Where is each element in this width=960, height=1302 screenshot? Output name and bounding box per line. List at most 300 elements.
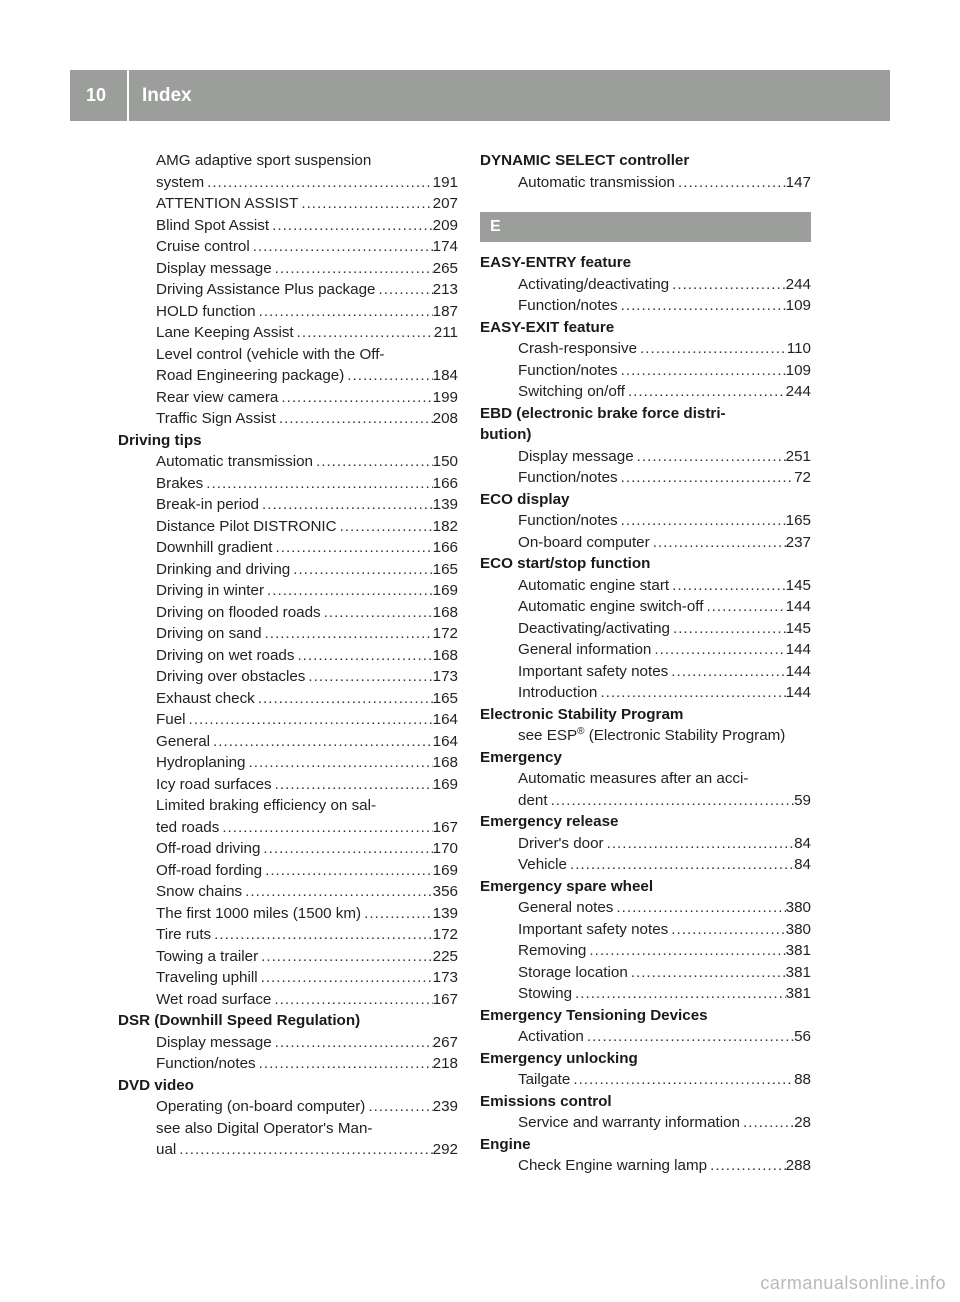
page-reference: 109 — [785, 297, 811, 314]
index-subentry — [118, 580, 458, 602]
entry-text: Wet road surface — [156, 990, 272, 1008]
page-reference: 244 — [785, 275, 811, 293]
index-group-top — [480, 150, 811, 193]
dot-leader — [211, 924, 433, 946]
entry-text: Operating (on-board computer) — [156, 1098, 366, 1115]
index-subentry — [118, 967, 458, 989]
index-subentry — [118, 322, 458, 344]
entry-text: General notes — [518, 899, 614, 916]
page-reference: 169 — [432, 861, 458, 879]
entry-text: Traveling uphill — [156, 969, 258, 986]
dot-leader — [651, 639, 785, 661]
dot-leader — [375, 279, 432, 301]
index-subentry — [480, 1155, 811, 1177]
entry-text: Off-road driving — [156, 840, 261, 857]
index-subentry: Level control (vehicle with the Off- — [156, 345, 385, 363]
dot-leader — [262, 860, 433, 882]
entry-text: ATTENTION ASSIST — [156, 195, 299, 212]
page-reference: 165 — [432, 560, 458, 578]
dot-leader — [203, 473, 432, 495]
entry-text: Function/notes — [518, 469, 618, 486]
dot-leader — [584, 1026, 794, 1048]
dot-leader — [273, 537, 433, 559]
dot-leader — [313, 451, 433, 473]
entry-text: Snow chains — [156, 883, 243, 900]
index-subentry — [118, 645, 458, 667]
dot-leader — [298, 193, 432, 215]
page-reference: 288 — [785, 1157, 811, 1174]
watermark: carmanualsonline.info — [760, 1273, 946, 1293]
entry-text: ual — [156, 1141, 177, 1158]
entry-text: General — [156, 732, 211, 750]
page-reference: 251 — [785, 447, 811, 465]
dot-leader — [618, 510, 786, 532]
entry-text: Service and warranty information — [518, 1114, 741, 1131]
index-group-e — [480, 252, 811, 1177]
entry-text: Display message — [156, 259, 272, 277]
index-subentry — [118, 946, 458, 968]
index-subentry — [118, 236, 458, 258]
index-subentry — [118, 516, 458, 538]
page-reference: 239 — [432, 1098, 458, 1115]
index-subentry — [480, 381, 811, 403]
dot-leader — [260, 838, 432, 860]
page-reference: 244 — [785, 383, 811, 400]
page-reference: 164 — [432, 711, 458, 728]
index-heading: Emergency Tensioning Devices — [480, 1006, 708, 1024]
dot-leader — [628, 962, 786, 984]
page-reference: 267 — [432, 1033, 458, 1051]
page-reference: 164 — [432, 732, 458, 750]
dot-leader — [258, 946, 433, 968]
entry-text: Icy road surfaces — [156, 775, 272, 793]
page-reference: 56 — [794, 1028, 811, 1045]
entry-text: Display message — [156, 1033, 272, 1051]
entry-text: Stowing — [518, 985, 573, 1002]
index-subentry — [480, 172, 811, 194]
entry-text: Tailgate — [518, 1071, 571, 1088]
index-subentry — [480, 661, 811, 683]
entry-text: Function/notes — [518, 512, 618, 529]
entry-text: Driving on wet roads — [156, 646, 295, 664]
page-reference: 265 — [432, 259, 458, 277]
entry-text: Crash-responsive — [518, 340, 638, 357]
index-subentry — [118, 172, 458, 194]
dot-leader — [740, 1112, 794, 1134]
index-heading: Electronic Stability Program — [480, 705, 684, 723]
entry-text: General information — [518, 641, 652, 658]
page-reference: 381 — [785, 985, 811, 1002]
dot-leader — [276, 408, 433, 430]
index-subentry — [118, 989, 458, 1011]
entry-text: Towing a trailer — [156, 947, 259, 965]
page-reference: 145 — [785, 576, 811, 594]
page-reference: 182 — [432, 517, 458, 535]
dot-leader — [604, 833, 794, 855]
dot-leader — [572, 983, 786, 1005]
dot-leader — [242, 881, 433, 903]
index-subentry — [480, 532, 811, 554]
index-subentry: AMG adaptive sport suspension — [156, 152, 372, 169]
dot-leader — [618, 467, 794, 489]
index-subentry: Automatic measures after an acci- — [518, 770, 749, 787]
entry-text: Driving on sand — [156, 625, 262, 642]
page-reference: 165 — [432, 689, 458, 707]
page-reference: 381 — [785, 963, 811, 981]
entry-text: Driving Assistance Plus package — [156, 281, 376, 298]
entry-text: Function/notes — [156, 1055, 256, 1072]
index-subentry — [118, 494, 458, 516]
page-reference: 168 — [432, 754, 458, 771]
index-subentry — [118, 559, 458, 581]
dot-leader — [650, 532, 786, 554]
index-subentry — [480, 940, 811, 962]
index-subentry — [480, 295, 811, 317]
entry-text: Automatic transmission — [518, 173, 675, 191]
page-reference: 380 — [785, 899, 811, 916]
page-header — [70, 70, 890, 121]
index-subentry — [480, 338, 811, 360]
index-heading: DVD video — [118, 1076, 194, 1094]
dot-leader — [344, 365, 432, 387]
dot-leader — [272, 1032, 433, 1054]
page-reference: 213 — [432, 281, 458, 298]
page-reference: 174 — [432, 238, 458, 255]
index-subentry — [118, 537, 458, 559]
index-subentry — [480, 790, 811, 812]
index-subentry — [480, 575, 811, 597]
page-reference: 173 — [432, 969, 458, 986]
dot-leader — [670, 618, 786, 640]
entry-text: system — [156, 173, 205, 191]
index-column-left — [118, 150, 458, 1161]
page-reference: 139 — [432, 904, 458, 922]
dot-leader — [625, 381, 786, 403]
dot-leader — [668, 919, 785, 941]
entry-text: Vehicle — [518, 856, 567, 873]
entry-text: Activation — [518, 1028, 584, 1045]
page-reference: 184 — [432, 367, 458, 384]
index-subentry — [118, 258, 458, 280]
dot-leader — [219, 817, 432, 839]
letter-section-bar: E — [480, 212, 811, 242]
dot-leader — [271, 989, 432, 1011]
page-number: 10 — [86, 85, 107, 105]
dot-leader — [294, 322, 434, 344]
index-subentry — [480, 897, 811, 919]
index-heading: ECO start/stop function — [480, 555, 651, 572]
index-subentry — [118, 924, 458, 946]
entry-text: Removing — [518, 942, 587, 959]
index-heading: EBD (electronic brake force distri- — [480, 404, 726, 422]
index-subentry — [118, 709, 458, 731]
page-reference: 166 — [432, 474, 458, 492]
dot-leader — [278, 387, 432, 409]
index-heading: DYNAMIC SELECT controller — [480, 152, 690, 169]
entry-text: Function/notes — [518, 361, 618, 379]
index-heading: ECO display — [480, 490, 570, 508]
index-heading: EASY-EXIT feature — [480, 318, 615, 336]
dot-leader — [618, 360, 786, 382]
page-reference: 207 — [432, 195, 458, 212]
index-subentry — [118, 365, 458, 387]
dot-leader — [269, 215, 433, 237]
entry-text: Storage location — [518, 963, 628, 981]
index-subentry — [480, 360, 811, 382]
page-reference: 167 — [432, 818, 458, 836]
entry-text: Check Engine warning lamp — [518, 1157, 708, 1174]
entry-text: Brakes — [156, 474, 204, 492]
page-reference: 170 — [432, 840, 458, 857]
dot-leader — [256, 301, 433, 323]
index-subentry — [480, 467, 811, 489]
page-reference: 144 — [785, 684, 811, 701]
page-reference: 356 — [432, 883, 458, 900]
entry-text: Lane Keeping Assist — [156, 324, 294, 341]
entry-text: Break-in period — [156, 496, 259, 513]
dot-leader — [668, 661, 785, 683]
index-subentry — [118, 860, 458, 882]
entry-text: Exhaust check — [156, 689, 255, 707]
entry-text: Introduction — [518, 684, 598, 701]
entry-text: Switching on/off — [518, 383, 625, 400]
page-reference: 59 — [794, 791, 811, 809]
page-reference: 110 — [786, 340, 811, 357]
index-heading: Emissions control — [480, 1092, 612, 1110]
entry-text: Driving over obstacles — [156, 668, 306, 685]
dot-leader — [176, 1139, 432, 1161]
page-reference: 144 — [785, 598, 811, 615]
dot-leader — [570, 1069, 794, 1091]
entry-text: On-board computer — [518, 533, 650, 551]
index-subentry — [480, 962, 811, 984]
index-subentry — [480, 618, 811, 640]
page-reference: 191 — [432, 173, 458, 191]
entry-text: Blind Spot Assist — [156, 216, 270, 234]
entry-text: Off-road fording — [156, 861, 263, 879]
index-heading: DSR (Downhill Speed Regulation) — [118, 1012, 361, 1029]
entry-text: dent — [518, 791, 548, 809]
entry-text: Automatic engine start — [518, 576, 670, 594]
index-subentry — [118, 666, 458, 688]
entry-text: Driver's door — [518, 834, 604, 852]
page-reference: 144 — [785, 662, 811, 680]
dot-leader — [613, 897, 785, 919]
page-reference: 209 — [432, 216, 458, 234]
entry-text: Driving on flooded roads — [156, 603, 321, 621]
dot-leader — [290, 559, 432, 581]
page-reference: 84 — [794, 856, 811, 873]
dot-leader — [586, 940, 785, 962]
dot-leader — [675, 172, 786, 194]
page-reference: 237 — [785, 533, 811, 551]
index-subentry — [118, 688, 458, 710]
index-heading: Emergency — [480, 748, 562, 766]
index-subentry — [480, 682, 811, 704]
page-reference: 172 — [432, 926, 458, 943]
dot-leader — [567, 854, 794, 876]
index-subentry — [118, 752, 458, 774]
dot-leader — [255, 688, 433, 710]
page-reference: 168 — [432, 603, 458, 621]
dot-leader — [618, 295, 786, 317]
index-subentry — [480, 919, 811, 941]
index-cross-reference — [480, 725, 811, 747]
page-reference: 72 — [794, 469, 811, 486]
dot-leader — [186, 709, 433, 731]
index-subentry — [118, 623, 458, 645]
dot-leader — [669, 274, 786, 296]
dot-leader — [548, 790, 795, 812]
dot-leader — [262, 623, 433, 645]
page-reference: 168 — [432, 646, 458, 664]
entry-text: Automatic transmission — [156, 453, 313, 470]
entry-text: HOLD function — [156, 302, 256, 320]
index-subentry — [118, 881, 458, 903]
entry-text: Traffic Sign Assist — [156, 410, 276, 427]
cross-reference-target: (Electronic Stability Program) — [584, 727, 786, 744]
dot-leader — [264, 580, 433, 602]
dot-leader — [337, 516, 433, 538]
index-subentry — [118, 903, 458, 925]
entry-text: Distance Pilot DISTRONIC — [156, 517, 337, 535]
page-reference: 169 — [432, 775, 458, 793]
index-subentry — [118, 301, 458, 323]
index-subentry — [118, 1096, 458, 1118]
page-reference: 380 — [785, 920, 811, 938]
index-heading: EASY-ENTRY feature — [480, 254, 632, 271]
index-subentry — [118, 602, 458, 624]
page-reference: 28 — [794, 1114, 811, 1131]
dot-leader — [321, 602, 433, 624]
entry-text: Rear view camera — [156, 388, 279, 406]
entry-text: Tire ruts — [156, 926, 212, 943]
dot-leader — [272, 258, 433, 280]
index-heading: Emergency release — [480, 813, 619, 830]
dot-leader — [365, 1096, 432, 1118]
index-subentry — [118, 1139, 458, 1161]
index-subentry — [118, 838, 458, 860]
entry-text: Fuel — [156, 711, 186, 728]
index-subentry — [480, 1112, 811, 1134]
index-subentry — [480, 1026, 811, 1048]
entry-text: Road Engineering package) — [156, 367, 345, 384]
entry-text: The first 1000 miles (1500 km) — [156, 904, 362, 922]
entry-text: Activating/deactivating — [518, 275, 670, 293]
page-reference: 292 — [432, 1141, 458, 1158]
dot-leader — [294, 645, 432, 667]
page-reference: 381 — [785, 942, 811, 959]
index-subentry — [118, 193, 458, 215]
page-reference: 169 — [432, 582, 458, 599]
page-reference: 109 — [785, 361, 811, 379]
page-reference: 225 — [432, 947, 458, 965]
page-reference: 150 — [432, 453, 458, 470]
page-reference: 88 — [794, 1071, 811, 1088]
page-reference: 211 — [433, 324, 458, 341]
index-subentry — [480, 983, 811, 1005]
dot-leader — [256, 1053, 433, 1075]
entry-text: Important safety notes — [518, 662, 669, 680]
index-column-right — [480, 150, 811, 1177]
dot-leader — [204, 172, 433, 194]
index-subentry — [118, 1053, 458, 1075]
index-subentry — [118, 215, 458, 237]
index-subentry: see also Digital Operator's Man- — [156, 1119, 373, 1137]
index-subentry — [118, 817, 458, 839]
page-reference: 166 — [432, 539, 458, 556]
entry-text: ted roads — [156, 818, 220, 836]
dot-leader — [637, 338, 787, 360]
index-subentry — [118, 451, 458, 473]
index-heading: bution) — [480, 426, 532, 443]
page-title: Index — [142, 85, 192, 106]
index-subentry — [480, 446, 811, 468]
page-reference: 199 — [432, 388, 458, 406]
registered-mark: ® — [577, 725, 585, 737]
dot-leader — [669, 575, 786, 597]
page-reference: 218 — [432, 1055, 458, 1072]
page-reference: 167 — [432, 990, 458, 1008]
page-reference: 187 — [432, 302, 458, 320]
index-subentry — [480, 833, 811, 855]
entry-text: Drinking and driving — [156, 560, 291, 578]
index-subentry — [118, 408, 458, 430]
entry-text: Downhill gradient — [156, 539, 273, 556]
index-subentry — [118, 731, 458, 753]
header-divider — [127, 70, 129, 121]
page-reference: 145 — [785, 619, 811, 637]
page-reference: 144 — [785, 641, 811, 658]
index-subentry — [118, 279, 458, 301]
page-reference: 172 — [432, 625, 458, 642]
dot-leader — [246, 752, 433, 774]
dot-leader — [272, 774, 433, 796]
dot-leader — [250, 236, 433, 258]
dot-leader — [703, 596, 785, 618]
entry-text: Hydroplaning — [156, 754, 246, 771]
index-heading: Emergency spare wheel — [480, 877, 654, 895]
page-reference: 173 — [432, 668, 458, 685]
dot-leader — [305, 666, 432, 688]
index-subentry — [480, 596, 811, 618]
entry-text: Automatic engine switch-off — [518, 598, 704, 615]
entry-text: Function/notes — [518, 297, 618, 314]
index-subentry — [480, 274, 811, 296]
dot-leader — [258, 967, 433, 989]
page-reference: 84 — [794, 834, 811, 852]
dot-leader — [259, 494, 433, 516]
dot-leader — [210, 731, 433, 753]
entry-text: Important safety notes — [518, 920, 669, 938]
dot-leader — [361, 903, 433, 925]
index-subentry — [480, 510, 811, 532]
index-subentry — [118, 774, 458, 796]
page-reference: 139 — [432, 496, 458, 513]
dot-leader — [634, 446, 786, 468]
page-reference: 208 — [432, 410, 458, 427]
entry-text: Cruise control — [156, 238, 250, 255]
index-subentry: Limited braking efficiency on sal- — [156, 797, 377, 814]
page-reference: 147 — [785, 173, 811, 191]
index-subentry — [118, 473, 458, 495]
index-heading: Driving tips — [118, 431, 202, 449]
index-subentry — [480, 854, 811, 876]
index-subentry — [480, 639, 811, 661]
entry-text: Display message — [518, 447, 634, 465]
index-heading: Emergency unlocking — [480, 1049, 638, 1067]
entry-text: Deactivating/activating — [518, 619, 670, 637]
